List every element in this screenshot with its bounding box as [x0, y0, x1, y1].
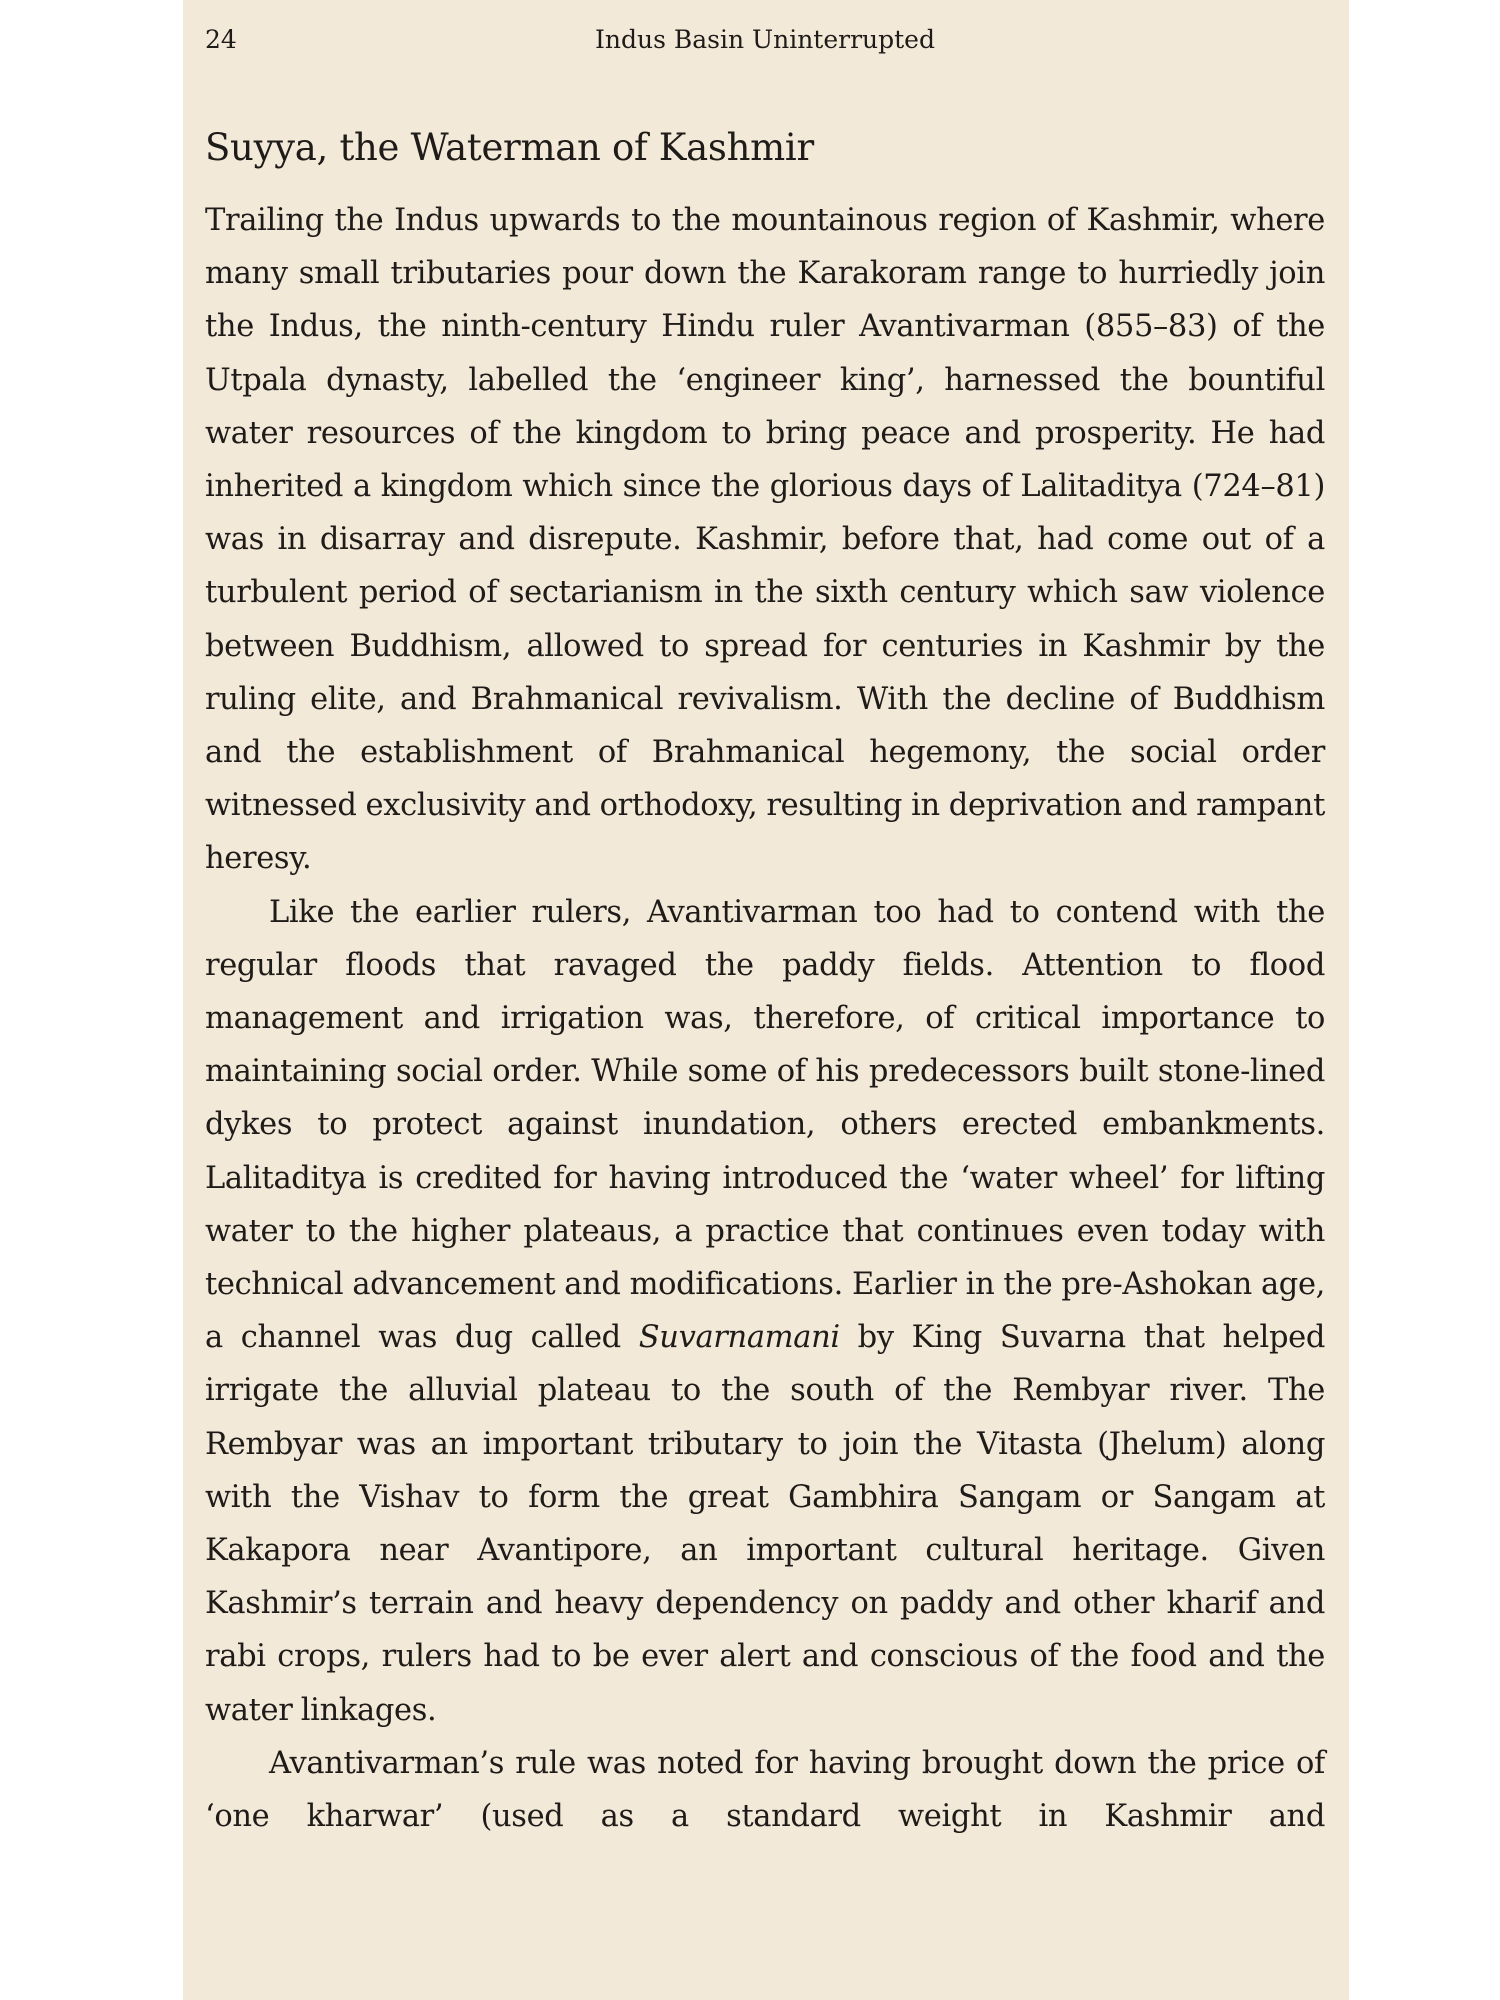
body-text	[205, 194, 1325, 1843]
paragraph-3: Avantivarman’s rule was noted for having brought down the price of ‘one kharwar’ (used as a standard weight in Kashmir and	[205, 1745, 1325, 1835]
running-title: Indus Basin Uninterrupted	[595, 25, 935, 54]
page-number: 24	[205, 25, 237, 54]
paragraph-1: Trailing the Indus upwards to the mountainous region of Kashmir, where many small tributaries pour down the Karakoram range to hurriedly join the Indus, the ninth-century Hindu ruler Avantivarman (855–83) of the Utpala dynasty, labelled the ‘engineer king’, harnessed the bountiful water resources of the kingdom to bring peace and prosperity. He had inherited a kingdom which since the glorious days of Lalitaditya (724–81) was in disarray and disrepute. Kashmir, before that, had come out of a turbulent period of sectarianism in the sixth century which saw violence between Buddhism, allowed to spread for centuries in Kashmir by the ruling elite, and Brahmanical revivalism. With the decline of Buddhism and the establishment of Brahmanical hegemony, the social order witnessed exclusivity and orthodoxy, resulting in deprivation and rampant heresy.	[205, 203, 1325, 877]
book-page	[183, 0, 1349, 2000]
paragraph-2-part-2: by King Suvarna that helped irrigate the alluvial plateau to the south of the Rembyar river. The Rembyar was an important tributary to join the Vitasta (Jhelum) along with the Vishav to form the great Gambhira Sangam or Sangam at Kakapora near Avantipore, an important cultural heritage. Given Kashmir’s terrain and heavy dependency on paddy and other kharif and rabi crops, rulers had to be ever alert and conscious of the food and the water linkages.	[205, 1320, 1325, 1728]
paragraph-2-part-1: Like the earlier rulers, Avantivarman too had to contend with the regular floods that ravaged the paddy fields. Attention to flood management and irrigation was, therefore, of critical importance to maintaining social order. While some of his predecessors built stone-lined dykes to protect against inundation, others erected embankments. Lalitaditya is credited for having introduced the ‘water wheel’ for lifting water to the higher plateaus, a practice that continues even today with technical advancement and modifications. Earlier in the pre-Ashokan age, a channel was dug called	[205, 894, 1325, 1356]
paragraph-2	[205, 886, 1325, 1737]
suvarnamani-term: Suvarnamani	[638, 1320, 840, 1356]
section-title: Suyya, the Waterman of Kashmir	[205, 126, 814, 169]
running-head	[205, 20, 1325, 60]
